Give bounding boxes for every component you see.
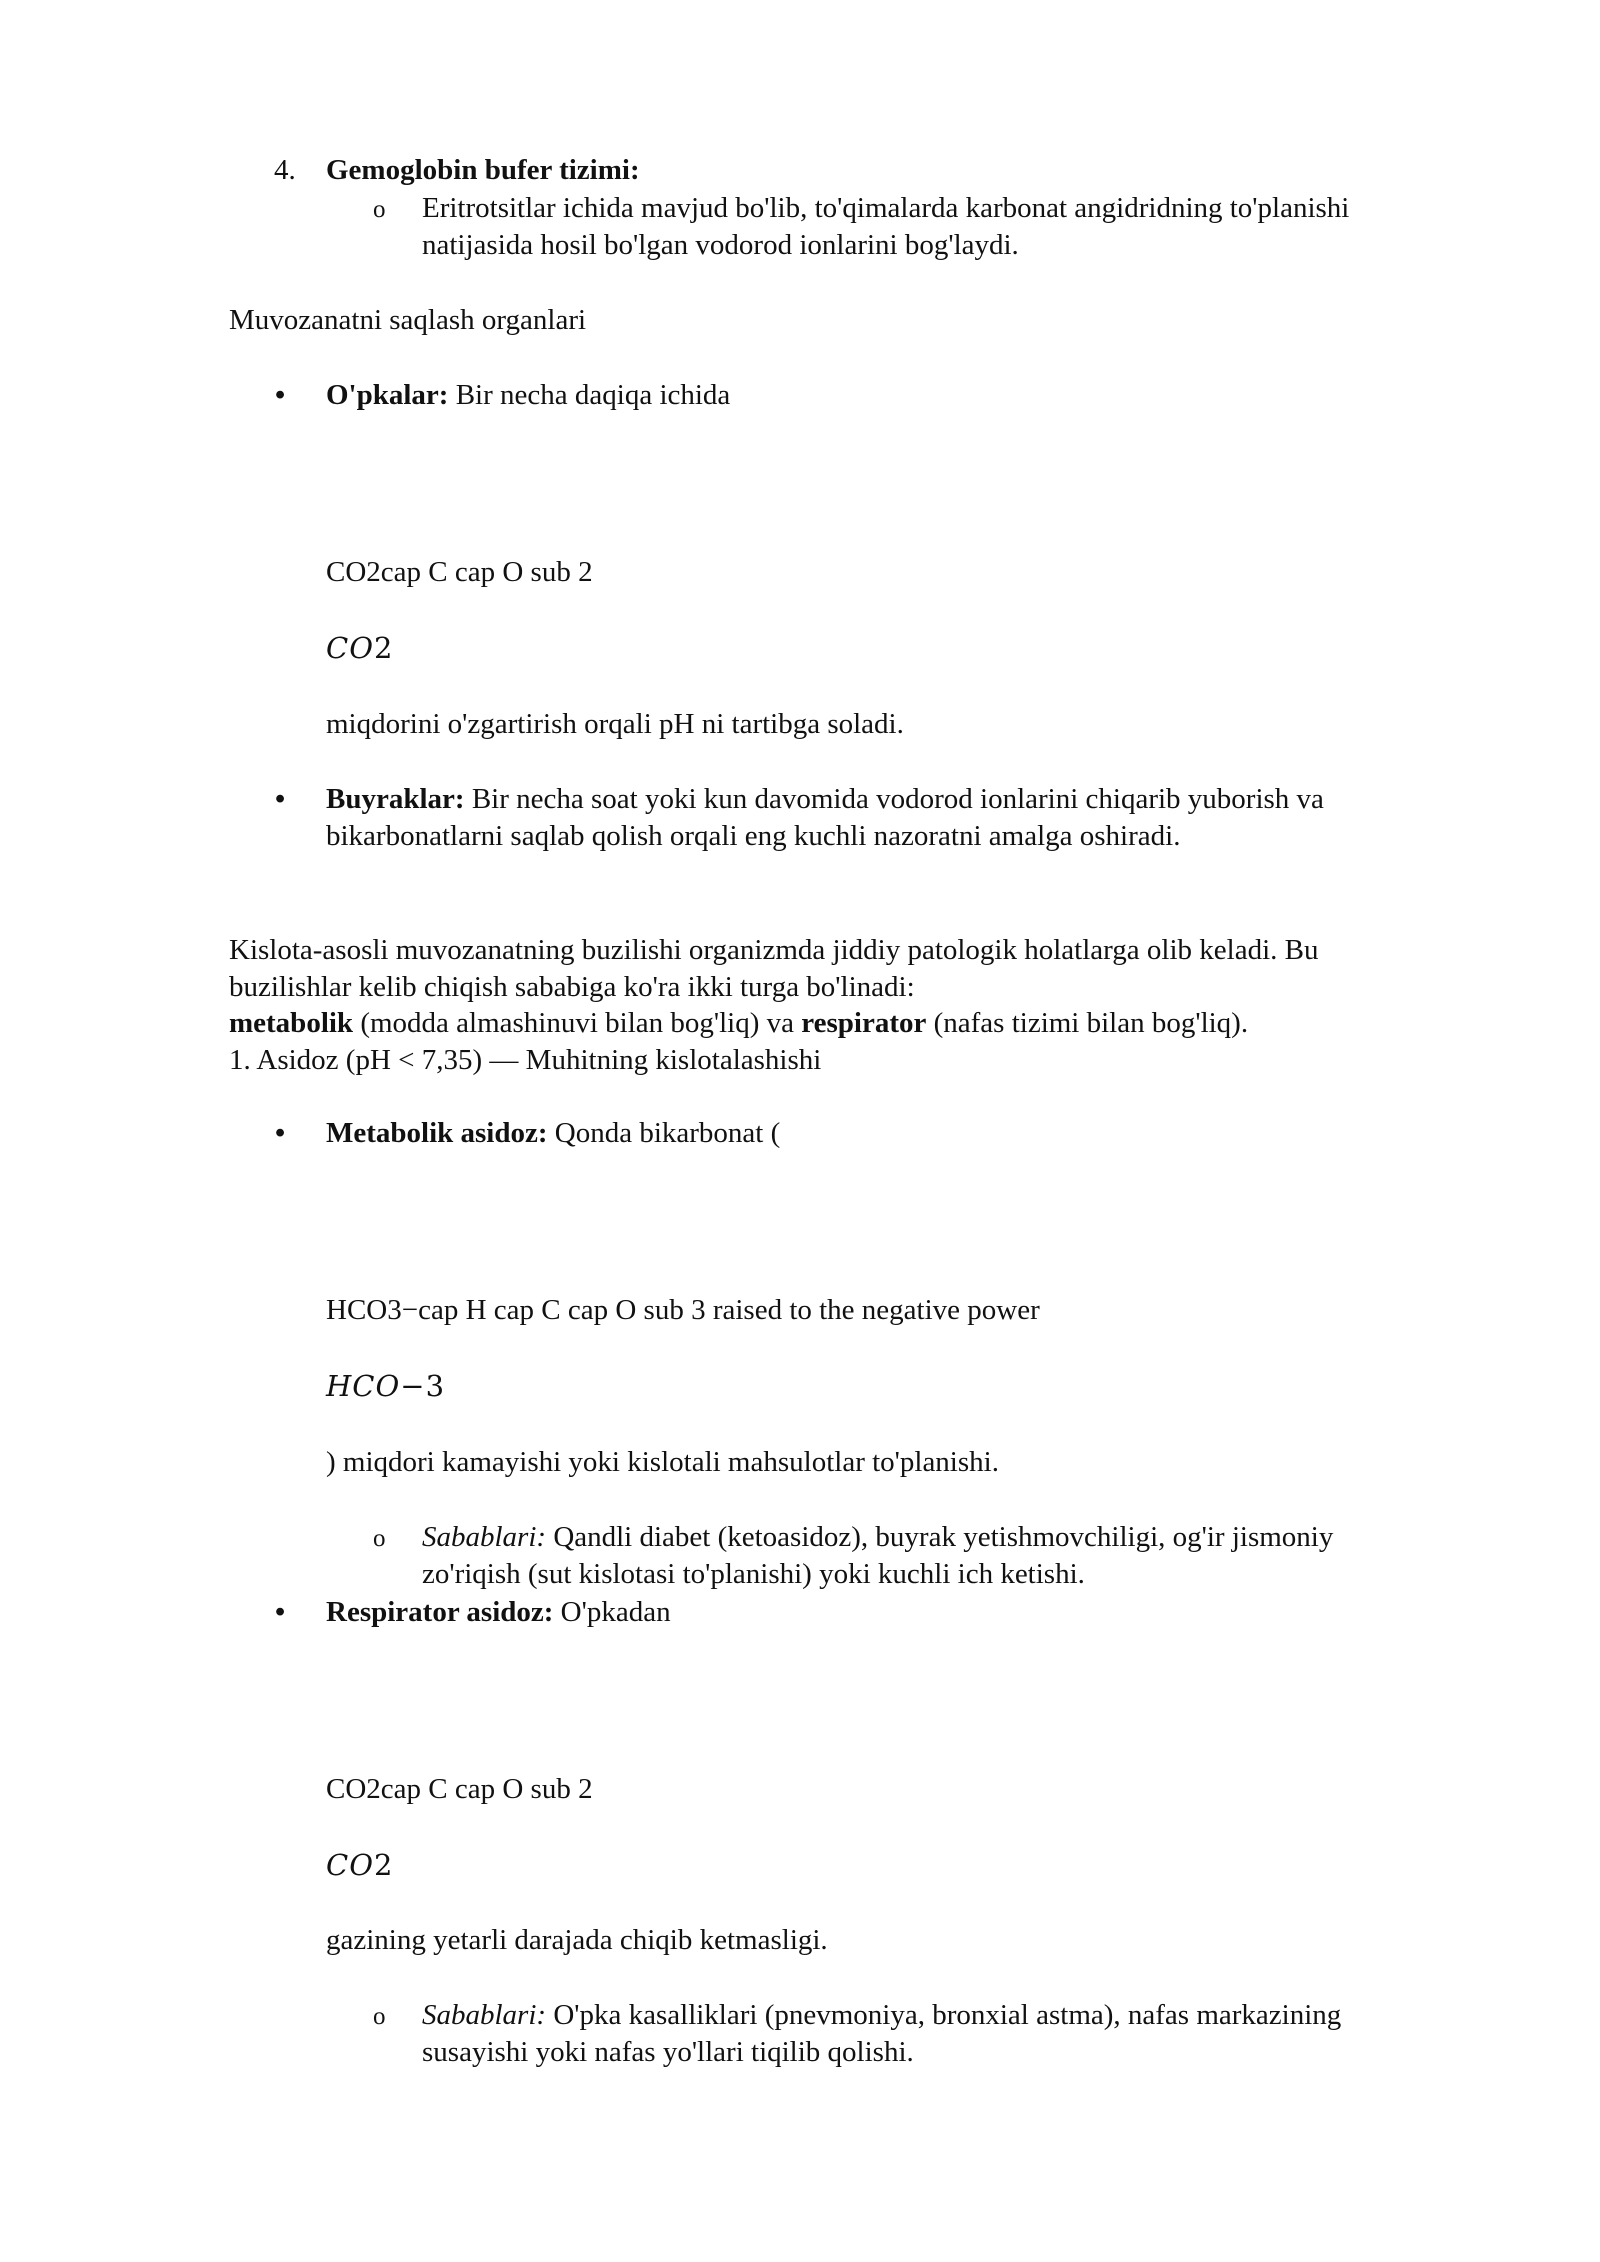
sub-bullet-line-1 (422, 1519, 1333, 1556)
bullet-label: O'pkalar: (326, 379, 449, 411)
math-formula (326, 1368, 445, 1405)
bullet-text: Bir necha soat yoki kun davomida vodorod ionlarini chiqarib yuborish va (471, 783, 1324, 815)
math-alt-text: CO2cap C cap O sub 2 (326, 1773, 593, 1805)
subsection-heading: 1. Asidoz (pH < 7,35) — Muhitning kislotalashishi (229, 1044, 822, 1076)
formula-base: CO (326, 631, 374, 665)
bullet-buyraklar-line-1 (326, 781, 1324, 818)
sub-bullet-label: Sabablari: (422, 1521, 547, 1553)
sub-bullet-line-1: Eritrotsitlar ichida mavjud bo'lib, to'qimalarda karbonat angidridning to'planishi (422, 192, 1350, 224)
bullet-metabolik-asidoz (326, 1115, 780, 1152)
bullet-continuation: gazining yetarli darajada chiqib ketmasligi. (326, 1924, 828, 1956)
numbered-item-heading (326, 152, 640, 189)
bullet-text: O'pkadan (560, 1596, 671, 1628)
term-metabolik-desc: (modda almashinuvi bilan bog'liq) (360, 1007, 760, 1039)
sub-bullet-line-1 (422, 1997, 1341, 2034)
item-number: 4. (274, 154, 296, 186)
sub-bullet-marker: o (373, 1525, 386, 1552)
bullet-marker: • (275, 1117, 286, 1149)
bullet-respirator-asidoz (326, 1594, 671, 1631)
sub-bullet-marker: o (373, 196, 386, 223)
conjunction: va (766, 1007, 795, 1039)
bullet-label: Metabolik asidoz: (326, 1117, 548, 1149)
bullet-marker: • (275, 379, 286, 411)
bullet-label: Buyraklar: (326, 783, 465, 815)
paragraph-line-3 (229, 1005, 1248, 1042)
bullet-text: Qonda bikarbonat ( (554, 1117, 781, 1149)
sub-bullet-line-2: susayishi yoki nafas yo'llari tiqilib qolishi. (422, 2036, 914, 2068)
bullet-marker: • (275, 783, 286, 815)
math-alt-text: CO2cap C cap O sub 2 (326, 556, 593, 588)
sub-bullet-line-2: natijasida hosil bo'lgan vodorod ionlarini bog'laydi. (422, 229, 1019, 261)
bullet-buyraklar-line-2: bikarbonatlarni saqlab qolish orqali eng kuchli nazoratni amalga oshiradi. (326, 820, 1181, 852)
bullet-text: Bir necha daqiqa ichida (455, 379, 731, 411)
formula-subscript: 3 (425, 1369, 446, 1403)
formula-base: CO (326, 1848, 374, 1882)
sub-bullet-text: Qandli diabet (ketoasidoz), buyrak yetishmovchiligi, og'ir jismoniy (553, 1521, 1334, 1553)
term-metabolik: metabolik (229, 1007, 354, 1039)
sub-bullet-marker: o (373, 2003, 386, 2030)
paragraph-line-1: Kislota-asosli muvozanatning buzilishi organizmda jiddiy patologik holatlarga olib keladi. Bu (229, 934, 1319, 966)
math-alt-text: HCO3−cap H cap C cap O sub 3 raised to the negative power (326, 1294, 1040, 1326)
bullet-opkalar (326, 377, 730, 414)
item-heading: Gemoglobin bufer tizimi: (326, 154, 640, 186)
sub-bullet-text: O'pka kasalliklari (pnevmoniya, bronxial astma), nafas markazining (553, 1999, 1342, 2031)
math-formula (326, 630, 393, 667)
section-heading: Muvozanatni saqlash organlari (229, 304, 587, 336)
term-respirator: respirator (801, 1007, 927, 1039)
sub-bullet-line-2: zo'riqish (sut kislotasi to'planishi) yoki kuchli ich ketishi. (422, 1558, 1085, 1590)
sub-bullet-label: Sabablari: (422, 1999, 547, 2031)
bullet-continuation: miqdorini o'zgartirish orqali pH ni tartibga soladi. (326, 708, 904, 740)
bullet-continuation: ) miqdori kamayishi yoki kislotali mahsulotlar to'planishi. (326, 1446, 999, 1478)
formula-base: HCO− (326, 1369, 426, 1403)
bullet-marker: • (275, 1596, 286, 1628)
formula-subscript: 2 (373, 1848, 394, 1882)
formula-subscript: 2 (373, 631, 394, 665)
term-respirator-desc: (nafas tizimi bilan bog'liq). (933, 1007, 1249, 1039)
paragraph-line-2: buzilishlar kelib chiqish sababiga ko'ra ikki turga bo'linadi: (229, 971, 915, 1003)
math-formula (326, 1847, 393, 1884)
numbered-item-4 (274, 152, 296, 189)
bullet-label: Respirator asidoz: (326, 1596, 554, 1628)
